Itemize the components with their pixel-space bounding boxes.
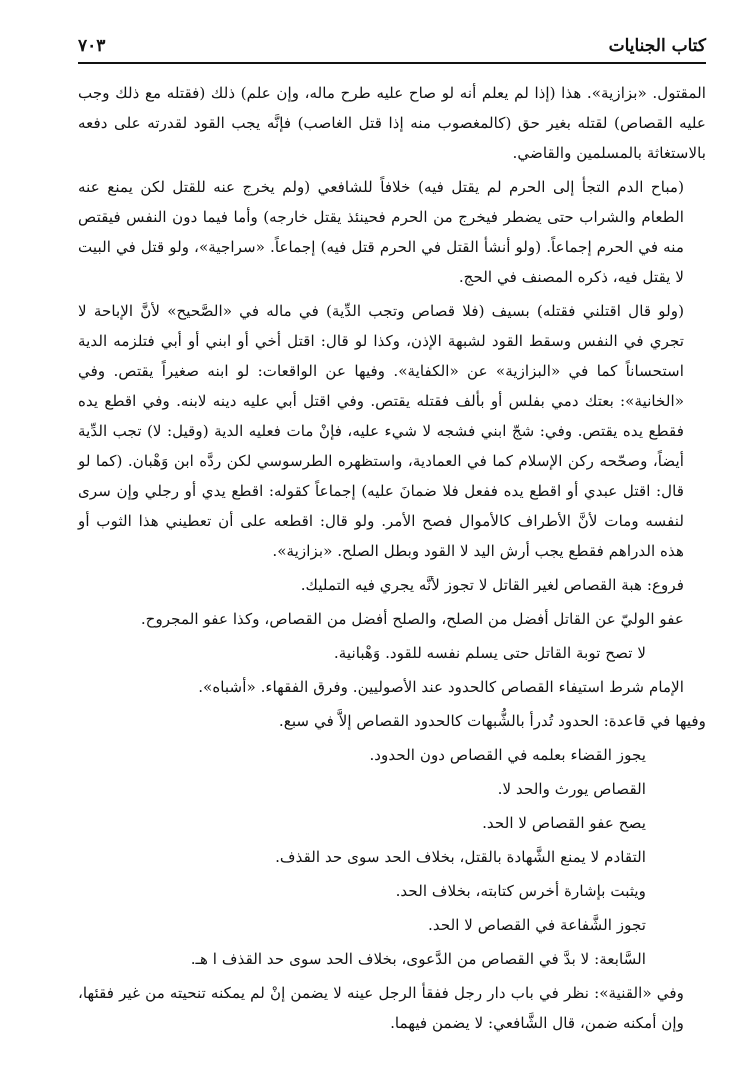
paragraph: (مباح الدم التجأ إلى الحرم لم يقتل فيه) خلافاً للشافعي (ولم يخرج عنه للقتل لكن يمنع عنه الطعام والشراب حتى يضطر فيخرج من الحرم فحينئذ يقتل خارجه) وأما فيما دون النفس فيقتص منه في الحرم إجماعاً. (ولو أنشأ القتل في الحرم قتل فيه) إجماعاً. «سراجية»، ولو قتل في البيت لا يقتل فيه، ذكره المصنف في الحج. xyxy=(78,178,684,286)
chapter-title: كتاب الجنايات xyxy=(608,36,706,56)
paragraph: وفيها في قاعدة: الحدود تُدرأ بالشُّبهات كالحدود القصاص إلاَّ في سبع. xyxy=(278,712,706,730)
paragraph: المقتول. «بزازية». هذا (إذا لم يعلم أنه لو صاح عليه طرح ماله، وإن علم) ذلك (فقتله مع ذلك وجب عليه القصاص) لقتله بغير حق (كالمغصوب منه إذا قتل الغاصب) فإنَّه يجب القود لقدرته على دفعه بالاستغاثة بالمسلمين والقاضي. xyxy=(78,84,706,162)
paragraph: فروع: هبة القصاص لغير القاتل لا تجوز لأنَّه يجري فيه التمليك. xyxy=(300,576,684,594)
page-number: ٧٠٣ xyxy=(78,36,106,56)
paragraph: لا تصح توبة القاتل حتى يسلم نفسه للقود. وَهْبانية. xyxy=(333,644,646,662)
list-item: يجوز القضاء بعلمه في القصاص دون الحدود. xyxy=(369,746,646,764)
page-header xyxy=(78,34,706,64)
list-item: التقادم لا يمنع الشَّهادة بالقتل، بخلاف الحد سوى حد القذف. xyxy=(275,848,646,866)
list-item: تجوز الشَّفاعة في القصاص لا الحد. xyxy=(428,916,646,934)
paragraph: (ولو قال اقتلني فقتله) بسيف (فلا قصاص وتجب الدِّية) في ماله في «الصَّحيح» لأنَّ الإباحة لا تجري في النفس وسقط القود لشبهة الإذن، وكذا لو قال: اقتل أخي أو ابني أو أبي فتلزمه الدية استحساناً كما في «البزازية» عن «الكفاية». وفيها عن الواقعات: لو ابنه صغيراً يقتص. وفي «الخانية»: بعتك دمي بفلس أو بألف فقتله يقتص. وفي اقتل أبي عليه دينه لابنه. وفي اقطع يده فقطع يده يقتص. وفي: شجّ ابني فشجه لا شيء عليه، فإنْ مات فعليه الدية (وقيل: لا) تجب الدِّية أيضاً، وصحّحه ركن الإسلام كما في العمادية، واستظهره الطرسوسي لكن ردَّه ابن وَهْبان. (كما لو قال: اقتل عبدي أو اقطع يده ففعل فلا ضمانَ عليه) إجماعاً كقوله: اقطع يدي أو رجلي وإن سرى لنفسه ومات لأنَّ الأطراف كالأموال فصح الأمر. ولو قال: اقطعه على أن تعطيني هذا الثوب أو هذه الدراهم فقطع يجب أرش اليد لا القود وبطل الصلح. «بزازية». xyxy=(78,302,684,560)
document-page xyxy=(78,34,706,1092)
list-item: السَّابعة: لا بدَّ في القصاص من الدَّعوى، بخلاف الحد سوى حد القذف ا هـ. xyxy=(190,950,646,968)
list-item: القصاص يورث والحد لا. xyxy=(497,780,646,798)
page-body xyxy=(78,78,706,1038)
paragraph: الإمام شرط استيفاء القصاص كالحدود عند الأصوليين. وفرق الفقهاء. «أشباه». xyxy=(198,678,684,696)
paragraph: وفي «القنية»: نظر في باب دار رجل ففقأ الرجل عينه لا يضمن إنْ لم يمكنه تنحيته من غير فقئها، وإن أمكنه ضمن، قال الشَّافعي: لا يضمن فيهما. xyxy=(78,984,684,1032)
paragraph: عفو الوليّ عن القاتل أفضل من الصلح، والصلح أفضل من القصاص، وكذا عفو المجروح. xyxy=(140,610,684,628)
list-item: يصح عفو القصاص لا الحد. xyxy=(482,814,646,832)
list-item: ويثبت بإشارة أخرس كتابته، بخلاف الحد. xyxy=(395,882,646,900)
